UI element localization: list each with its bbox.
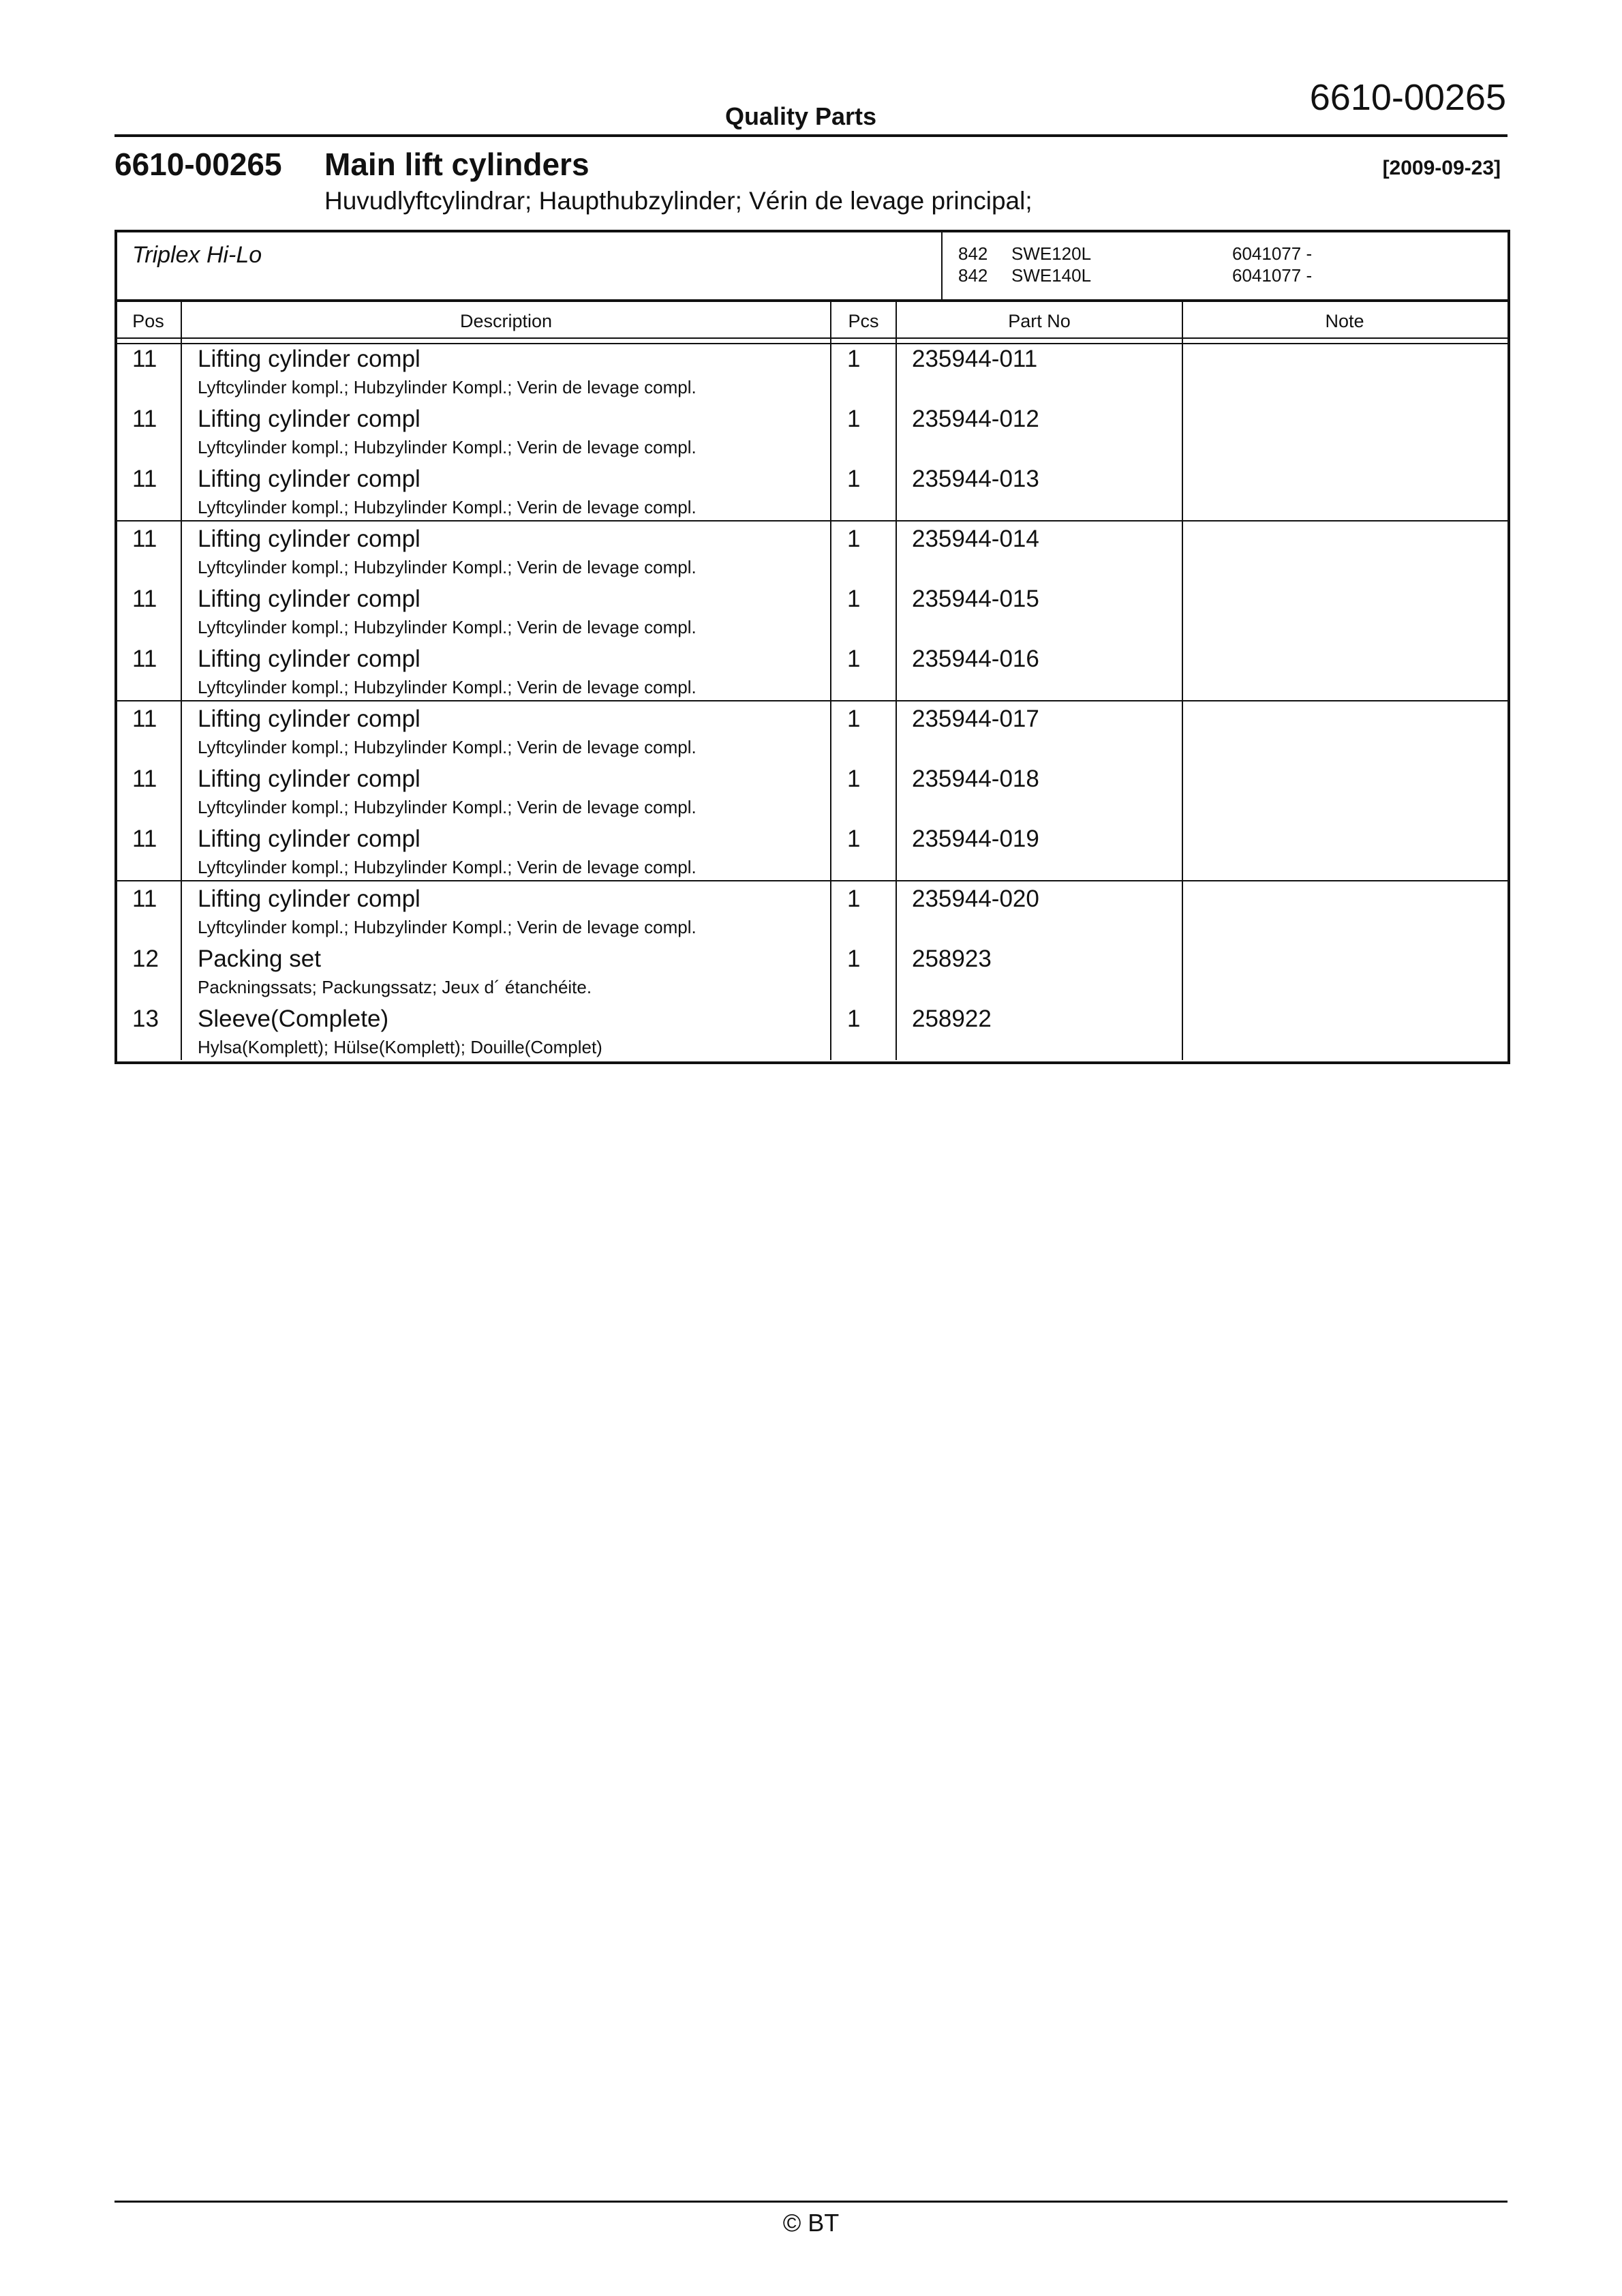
row-pos: 11: [132, 406, 157, 432]
row-description: Lifting cylinder compl: [198, 586, 420, 612]
row-pcs: 1: [847, 466, 861, 492]
copyright: © BT: [782, 2209, 840, 2237]
row-pos: 11: [132, 706, 157, 732]
row-part-no: 235944-014: [912, 526, 1039, 552]
variant-type: SWE140L: [1011, 265, 1092, 286]
row-pcs: 1: [847, 346, 861, 372]
row-pos: 11: [132, 526, 157, 552]
table-row: [0, 406, 1622, 466]
row-description: Lifting cylinder compl: [198, 526, 420, 552]
row-pcs: 1: [847, 766, 861, 792]
row-pos: 12: [132, 946, 159, 972]
row-pcs: 1: [847, 646, 861, 672]
row-part-no: 235944-018: [912, 766, 1039, 792]
row-description-translations: Lyftcylinder kompl.; Hubzylinder Kompl.; Verin de levage compl.: [198, 377, 697, 397]
row-pcs: 1: [847, 1006, 861, 1032]
row-description: Lifting cylinder compl: [198, 766, 420, 792]
row-pos: 11: [132, 586, 157, 612]
row-description-translations: Lyftcylinder kompl.; Hubzylinder Kompl.; Verin de levage compl.: [198, 677, 697, 697]
row-pcs: 1: [847, 406, 861, 432]
row-part-no: 235944-011: [912, 346, 1038, 372]
row-description-translations: Lyftcylinder kompl.; Hubzylinder Kompl.; Verin de levage compl.: [198, 617, 697, 637]
row-pos: 13: [132, 1006, 159, 1032]
column-header-pcs: Pcs: [848, 311, 879, 331]
footer-divider: [114, 2201, 1508, 2203]
document-subtitle: Huvudlyftcylindrar; Haupthubzylinder; Vérin de levage principal;: [324, 187, 1032, 215]
row-part-no: 258923: [912, 946, 992, 972]
row-part-no: 235944-016: [912, 646, 1039, 672]
row-pcs: 1: [847, 586, 861, 612]
section-title: Quality Parts: [724, 102, 877, 130]
header-bottom-divider: [114, 343, 1508, 344]
table-row: [0, 526, 1622, 586]
row-pcs: 1: [847, 526, 861, 552]
model-name: Triplex Hi-Lo: [132, 242, 262, 268]
variant-serial: 6041077 -: [1232, 243, 1313, 264]
row-description: Lifting cylinder compl: [198, 886, 420, 912]
row-pcs: 1: [847, 706, 861, 732]
row-description: Lifting cylinder compl: [198, 406, 420, 432]
row-description-translations: Lyftcylinder kompl.; Hubzylinder Kompl.; Verin de levage compl.: [198, 437, 697, 457]
column-header-note: Note: [1325, 311, 1364, 331]
row-part-no: 235944-017: [912, 706, 1039, 732]
row-description-translations: Hylsa(Komplett); Hülse(Komplett); Douille(Complet): [198, 1037, 602, 1057]
row-description-translations: Lyftcylinder kompl.; Hubzylinder Kompl.; Verin de levage compl.: [198, 737, 697, 757]
row-pos: 11: [132, 766, 157, 792]
row-description: Lifting cylinder compl: [198, 466, 420, 492]
column-header-description: Description: [459, 311, 553, 331]
row-pcs: 1: [847, 946, 861, 972]
row-description-translations: Lyftcylinder kompl.; Hubzylinder Kompl.; Verin de levage compl.: [198, 917, 697, 937]
row-part-no: 235944-015: [912, 586, 1039, 612]
table-row: [0, 346, 1622, 406]
row-description: Lifting cylinder compl: [198, 646, 420, 672]
row-description: Lifting cylinder compl: [198, 346, 420, 372]
row-pcs: 1: [847, 886, 861, 912]
document-title: Main lift cylinders: [324, 147, 590, 182]
row-pos: 11: [132, 886, 157, 912]
row-part-no: 235944-019: [912, 826, 1039, 852]
row-description-translations: Lyftcylinder kompl.; Hubzylinder Kompl.; Verin de levage compl.: [198, 557, 697, 577]
row-description-translations: Lyftcylinder kompl.; Hubzylinder Kompl.; Verin de levage compl.: [198, 497, 697, 517]
row-description-translations: Packningssats; Packungssatz; Jeux d´ étanchéite.: [198, 977, 592, 997]
variant-type: SWE120L: [1011, 243, 1092, 264]
row-description: Lifting cylinder compl: [198, 706, 420, 732]
variant-code: 842: [958, 243, 988, 264]
row-description-translations: Lyftcylinder kompl.; Hubzylinder Kompl.; Verin de levage compl.: [198, 797, 697, 817]
table-row: [0, 646, 1622, 706]
model-divider: [941, 230, 943, 301]
row-description: Packing set: [198, 946, 321, 972]
table-row: [0, 466, 1622, 526]
row-part-no: 235944-013: [912, 466, 1039, 492]
column-header-pos: Pos: [132, 311, 164, 331]
table-row: [0, 946, 1622, 1006]
row-pos: 11: [132, 646, 157, 672]
table-row: [0, 586, 1622, 646]
row-pos: 11: [132, 826, 157, 852]
row-pos: 11: [132, 346, 157, 372]
variant-code: 842: [958, 265, 988, 286]
table-row: [0, 826, 1622, 886]
header-divider: [114, 134, 1508, 137]
row-description: Sleeve(Complete): [198, 1006, 389, 1032]
page-code: 6610-00265: [1309, 77, 1506, 118]
table-row: [0, 1006, 1622, 1066]
row-description-translations: Lyftcylinder kompl.; Hubzylinder Kompl.; Verin de levage compl.: [198, 857, 697, 877]
table-row: [0, 886, 1622, 946]
document-id: 6610-00265: [114, 147, 282, 182]
row-part-no: 235944-020: [912, 886, 1039, 912]
row-part-no: 258922: [912, 1006, 992, 1032]
document-date: [2009-09-23]: [1382, 157, 1501, 179]
table-row: [0, 766, 1622, 826]
header-bottom-divider: [114, 337, 1508, 339]
table-row: [0, 706, 1622, 766]
column-header-part-no: Part No: [1008, 311, 1071, 331]
row-pos: 11: [132, 466, 157, 492]
row-part-no: 235944-012: [912, 406, 1039, 432]
table-top-divider: [114, 299, 1508, 302]
row-pcs: 1: [847, 826, 861, 852]
variant-serial: 6041077 -: [1232, 265, 1313, 286]
row-description: Lifting cylinder compl: [198, 826, 420, 852]
